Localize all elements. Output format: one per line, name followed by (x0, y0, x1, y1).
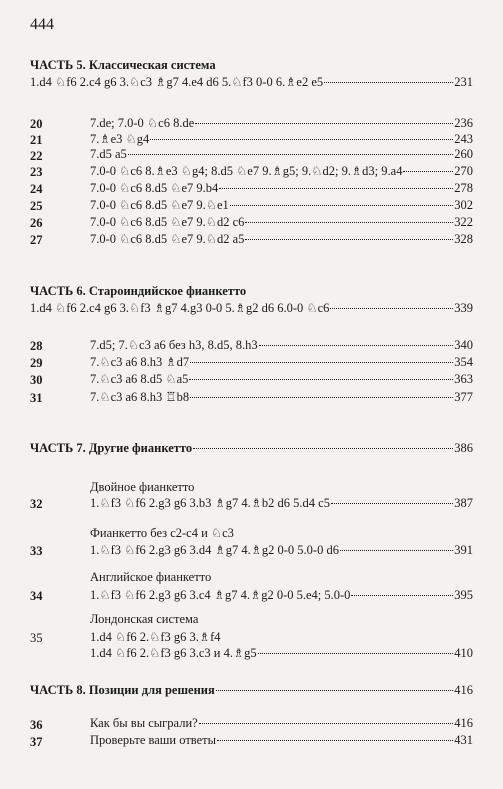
toc-entry (90, 733, 473, 748)
toc-entry (90, 180, 473, 196)
entry-text: 7.0-0 ♘c6 8.♗e3 ♘g4; 8.d5 ♘e7 9.♗g5; 9.♘d2; 9.♗d3; 9.a4 (90, 164, 403, 178)
entry-text: Проверьте ваши ответы (90, 733, 217, 747)
entry-text: 7.0-0 ♘c6 8.d5 ♘e7 9.♘e1 (90, 198, 229, 212)
entry-text: 1.♘f3 ♘f6 2.g3 g6 3.b3 ♗g7 4.♗b2 d6 5.d4 c5 (90, 496, 330, 510)
entry-number: 33 (30, 544, 43, 558)
entry-heading: Фианкетто без c2-c4 и ♘c3 (90, 526, 234, 540)
entry-text: 7.d5 a5 (90, 147, 127, 161)
entry-page: 340 (454, 338, 473, 352)
entry-page: 260 (454, 147, 473, 161)
entry-number: 37 (30, 735, 43, 749)
toc-entry (90, 587, 473, 603)
entry-page: 431 (454, 733, 473, 747)
entry-page: 416 (454, 716, 473, 730)
entry-heading: Двойное фианкетто (90, 480, 195, 494)
entry-number: 32 (30, 497, 43, 511)
toc-entry (90, 197, 473, 213)
entry-text: 1.d4 ♘f6 2.♘f3 g6 3.c3 и 4.♗g5 (90, 646, 257, 660)
part7-title-line (30, 441, 473, 456)
part8-title-line (30, 683, 473, 698)
entry-text: 7.♗e3 ♘g4 (90, 132, 150, 146)
entry-text: 7.♘c3 a6 8.d5 ♘a5 (90, 372, 189, 386)
entry-text: 1.♘f3 ♘f6 2.g3 g6 3.c4 ♗g7 4.♗g2 0-0 5.e4; 5.0-0 (90, 588, 351, 602)
entry-heading: Английское фианкетто (90, 570, 212, 584)
entry-heading: Лондонская система (90, 612, 199, 626)
toc-entry (90, 115, 473, 131)
page-number: 444 (30, 16, 54, 33)
entry-number: 20 (30, 117, 43, 131)
entry-page: 302 (454, 198, 473, 212)
entry-page: 395 (454, 588, 473, 602)
part6-main-line (30, 300, 473, 316)
toc-entry (90, 214, 473, 230)
entry-page: 354 (454, 355, 473, 369)
toc-entry (90, 389, 473, 405)
entry-text: 7.♘c3 a6 8.h3 ♖b8 (90, 390, 190, 404)
entry-text: 7.de; 7.0-0 ♘c6 8.de (90, 116, 195, 130)
part6-main-text: 1.d4 ♘f6 2.c4 g6 3.♘f3 ♗g7 4.g3 0-0 5.♗g2 d6 6.0-0 ♘c6 (30, 301, 330, 315)
entry-text: 7.♘c3 a6 8.h3 ♗d7 (90, 355, 190, 369)
entry-number: 23 (30, 165, 43, 179)
entry-number: 30 (30, 373, 43, 387)
toc-entry (90, 337, 473, 353)
entry-number: 27 (30, 233, 43, 247)
entry-page: 328 (454, 232, 473, 246)
entry-page: 270 (454, 164, 473, 178)
part5-title: ЧАСТЬ 5. Классическая система (30, 58, 216, 72)
entry-number: 24 (30, 182, 43, 196)
entry-page: 387 (454, 496, 473, 510)
toc-entry (90, 645, 473, 661)
entry-number: 25 (30, 199, 43, 213)
entry-number: 22 (30, 149, 43, 163)
entry-number: 36 (30, 718, 43, 732)
entry-text: 1.♘f3 ♘f6 2.g3 g6 3.d4 ♗g7 4.♗g2 0-0 5.0-0 d6 (90, 543, 339, 557)
entry-text: 7.0-0 ♘c6 8.d5 ♘e7 9.♘d2 c6 (90, 215, 245, 229)
entry-number: 31 (30, 391, 43, 405)
toc-entry (90, 495, 473, 511)
toc-entry (90, 147, 473, 162)
entry-text: 7.d5; 7.♘c3 a6 без h3, 8.d5, 8.h3 (90, 338, 258, 352)
toc-entry (90, 131, 473, 147)
part5-main-text: 1.d4 ♘f6 2.c4 g6 3.♘c3 ♗g7 4.e4 d6 5.♘f3 0-0 6.♗e2 e5 (30, 75, 324, 89)
toc-entry (90, 716, 473, 731)
part8-title: ЧАСТЬ 8. Позиции для решения (30, 683, 215, 697)
entry-page: 243 (454, 132, 473, 146)
entry-text: Как бы вы сыграли? (90, 716, 198, 730)
entry-number: 35 (30, 631, 43, 645)
part7-page: 386 (454, 441, 473, 455)
part6-main-page: 339 (454, 301, 473, 315)
entry-number: 34 (30, 589, 43, 603)
entry-page: 391 (454, 543, 473, 557)
entry-number: 28 (30, 339, 43, 353)
entry-text: 7.0-0 ♘c6 8.d5 ♘e7 9.b4 (90, 181, 219, 195)
entry-text-line1: 1.d4 ♘f6 2.♘f3 g6 3.♗f4 (90, 630, 221, 644)
entry-number: 26 (30, 216, 43, 230)
toc-entry (90, 371, 473, 387)
entry-page: 236 (454, 116, 473, 130)
part5-main-page: 231 (454, 75, 473, 89)
part5-main-line (30, 74, 473, 90)
entry-page: 363 (454, 372, 473, 386)
toc-entry (90, 231, 473, 247)
entry-page: 278 (454, 181, 473, 195)
entry-page: 410 (454, 646, 473, 660)
entry-number: 29 (30, 356, 43, 370)
part8-page: 416 (454, 683, 473, 697)
toc-entry (90, 354, 473, 370)
part6-title: ЧАСТЬ 6. Староиндийское фианкетто (30, 284, 247, 298)
toc-entry (90, 163, 473, 179)
part7-title: ЧАСТЬ 7. Другие фианкетто (30, 441, 193, 455)
entry-text: 7.0-0 ♘c6 8.d5 ♘e7 9.♘d2 a5 (90, 232, 245, 246)
toc-entry (90, 542, 473, 558)
entry-page: 322 (454, 215, 473, 229)
entry-page: 377 (454, 390, 473, 404)
entry-number: 21 (30, 133, 43, 147)
